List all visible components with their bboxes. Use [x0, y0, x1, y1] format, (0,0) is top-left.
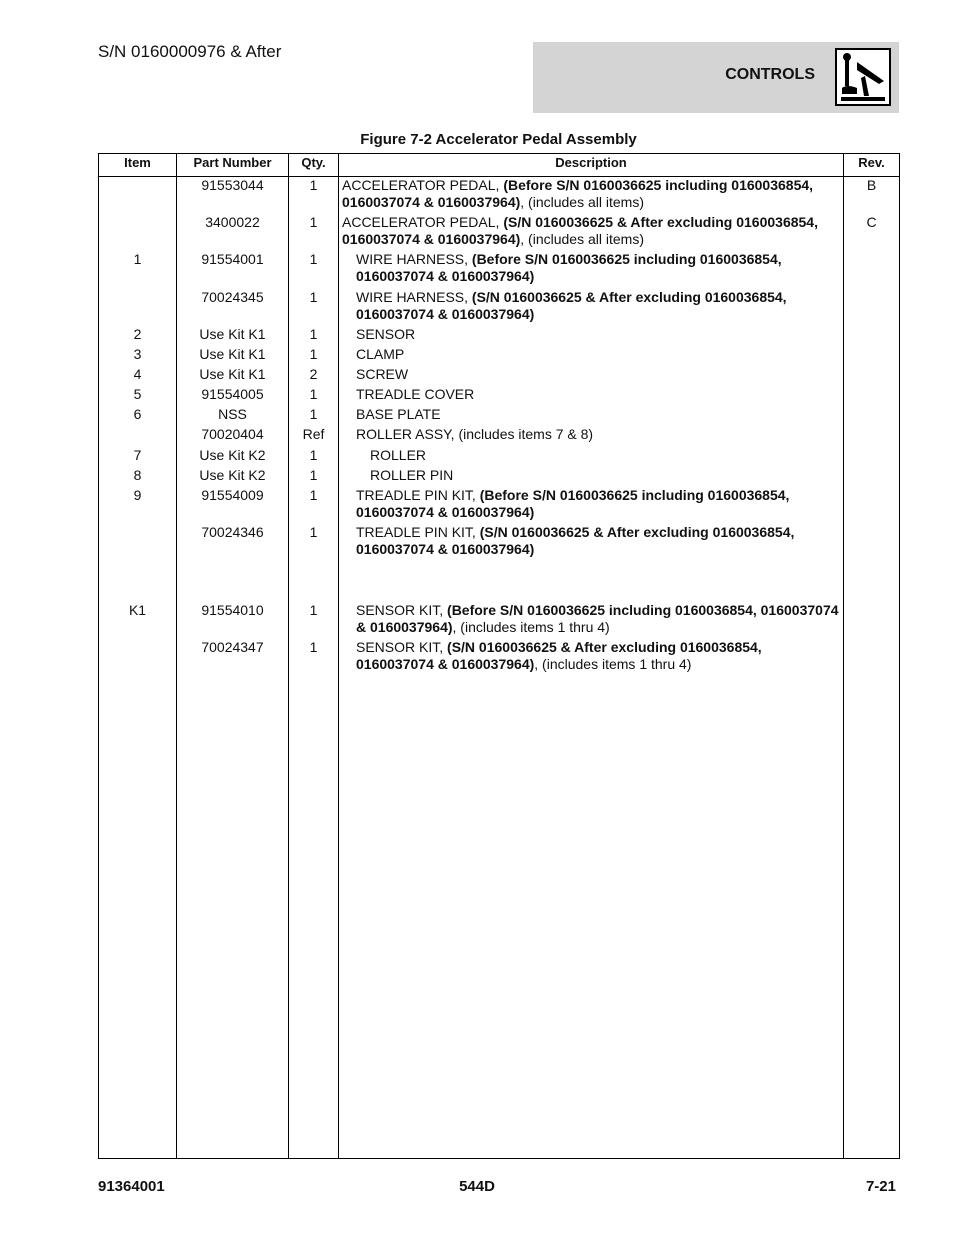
part-number-cell: 91553044 [201, 177, 264, 193]
description-text: BASE PLATE [356, 406, 441, 422]
item-number-cell: 1 [133, 251, 142, 267]
item-number-cell: 8 [133, 467, 142, 483]
serial-applicability: (Before S/N 0160036625 including 0160036854, 0160037074 & 0160037964) [356, 602, 839, 635]
joystick-lever-icon [835, 48, 891, 106]
description-text: SCREW [356, 366, 409, 382]
figure-title: Figure 7-2 Accelerator Pedal Assembly [360, 131, 637, 148]
serial-applicability: (Before S/N 0160036625 including 0160036854, 0160037074 & 0160037964) [356, 251, 782, 284]
serial-applicability: (S/N 0160036625 & After excluding 0160036854, 0160037074 & 0160037964) [342, 214, 818, 247]
description-cell [370, 447, 840, 464]
description-text: TREADLE PIN KIT, [356, 524, 480, 540]
serial-applicability: (S/N 0160036625 & After excluding 0160036854, 0160037074 & 0160037964) [356, 524, 795, 557]
revision-cell: B [866, 177, 877, 193]
part-number-cell: Use Kit K2 [199, 467, 266, 483]
description-text: TREADLE COVER [356, 386, 475, 402]
part-number-cell: 91554005 [201, 386, 264, 402]
part-number-cell: 70024346 [201, 524, 264, 540]
part-number-cell: NSS [218, 406, 247, 422]
footer-model: 544D [459, 1178, 495, 1195]
quantity-cell: 1 [309, 386, 318, 402]
quantity-cell: 1 [309, 447, 318, 463]
description-text: SENSOR KIT, [356, 602, 448, 618]
column-header-item: Item [124, 155, 151, 170]
section-header [533, 42, 899, 113]
description-text: TREADLE PIN KIT, [356, 487, 480, 503]
description-cell [356, 251, 840, 285]
description-cell [370, 467, 840, 484]
description-cell [356, 602, 840, 636]
quantity-cell: 1 [309, 289, 318, 305]
column-header-part-number: Part Number [193, 155, 272, 170]
column-header-qty: Qty. [301, 155, 326, 170]
description-text: ROLLER ASSY, (includes items 7 & 8) [356, 426, 594, 442]
description-cell [356, 326, 840, 343]
serial-applicability: (S/N 0160036625 & After excluding 0160036854, 0160037074 & 0160037964) [356, 639, 762, 672]
quantity-cell: 1 [309, 326, 318, 342]
description-cell [356, 524, 840, 558]
description-note: , (includes all items) [520, 194, 644, 210]
part-number-cell: 3400022 [205, 214, 260, 230]
description-cell [356, 426, 840, 443]
item-number-cell: K1 [128, 602, 147, 618]
description-note: , (includes all items) [520, 231, 644, 247]
description-text: ROLLER [370, 447, 427, 463]
description-note: , (includes items 1 thru 4) [534, 656, 692, 672]
footer-page-number: 7-21 [865, 1178, 896, 1195]
description-text: CLAMP [356, 346, 405, 362]
serial-applicability: (S/N 0160036625 & After excluding 0160036854, 0160037074 & 0160037964) [356, 289, 787, 322]
description-cell [356, 386, 840, 403]
description-cell [356, 366, 840, 383]
description-cell [356, 639, 840, 673]
part-number-cell: 70024345 [201, 289, 264, 305]
part-number-cell: 70020404 [201, 426, 264, 442]
description-text: ROLLER PIN [370, 467, 454, 483]
quantity-cell: 2 [309, 366, 318, 382]
part-number-cell: Use Kit K2 [199, 447, 266, 463]
quantity-cell: 1 [309, 214, 318, 230]
description-cell [356, 406, 840, 423]
item-number-cell: 7 [133, 447, 142, 463]
parts-table [98, 153, 900, 1159]
column-divider [843, 154, 844, 1158]
quantity-cell: Ref [302, 426, 325, 442]
table-header-row [99, 154, 899, 177]
description-text: ACCELERATOR PEDAL, [342, 177, 504, 193]
quantity-cell: 1 [309, 346, 318, 362]
description-note: , (includes items 1 thru 4) [452, 619, 610, 635]
serial-applicability: (Before S/N 0160036625 including 0160036854, 0160037074 & 0160037964) [342, 177, 814, 210]
item-number-cell: 6 [133, 406, 142, 422]
section-title: CONTROLS [725, 66, 815, 83]
description-cell [356, 346, 840, 363]
quantity-cell: 1 [309, 406, 318, 422]
quantity-cell: 1 [309, 251, 318, 267]
part-number-cell: 70024347 [201, 639, 264, 655]
column-divider [338, 154, 339, 1158]
footer-manual-number: 91364001 [98, 1178, 165, 1195]
column-header-description: Description [555, 155, 627, 170]
quantity-cell: 1 [309, 639, 318, 655]
description-cell [342, 214, 840, 248]
revision-cell: C [866, 214, 877, 230]
quantity-cell: 1 [309, 487, 318, 503]
description-text: WIRE HARNESS, [356, 251, 472, 267]
item-number-cell: 5 [133, 386, 142, 402]
description-cell [356, 487, 840, 521]
part-number-cell: 91554001 [201, 251, 264, 267]
quantity-cell: 1 [309, 467, 318, 483]
quantity-cell: 1 [309, 602, 318, 618]
part-number-cell: Use Kit K1 [199, 346, 266, 362]
description-cell [356, 289, 840, 323]
part-number-cell: Use Kit K1 [199, 366, 266, 382]
serial-applicability: (Before S/N 0160036625 including 0160036854, 0160037074 & 0160037964) [356, 487, 790, 520]
description-text: WIRE HARNESS, [356, 289, 472, 305]
quantity-cell: 1 [309, 524, 318, 540]
part-number-cell: 91554009 [201, 487, 264, 503]
column-header-rev: Rev. [858, 155, 885, 170]
description-text: SENSOR KIT, [356, 639, 448, 655]
quantity-cell: 1 [309, 177, 318, 193]
part-number-cell: 91554010 [201, 602, 264, 618]
description-cell [342, 177, 840, 211]
description-text: ACCELERATOR PEDAL, [342, 214, 504, 230]
item-number-cell: 4 [133, 366, 142, 382]
serial-number-range: S/N 0160000976 & After [98, 42, 282, 61]
description-text: SENSOR [356, 326, 416, 342]
part-number-cell: Use Kit K1 [199, 326, 266, 342]
item-number-cell: 9 [133, 487, 142, 503]
item-number-cell: 2 [133, 326, 142, 342]
item-number-cell: 3 [133, 346, 142, 362]
